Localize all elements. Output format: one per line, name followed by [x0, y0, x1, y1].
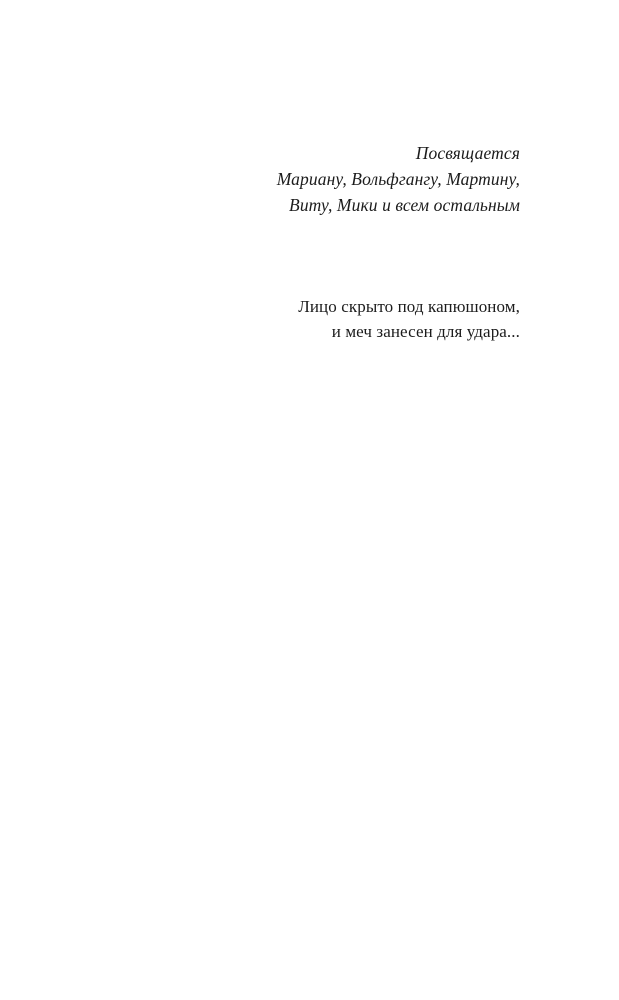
dedication-block: [100, 140, 520, 218]
dedication-line-1: Посвящается: [415, 143, 520, 163]
epigraph-block: [100, 294, 520, 344]
dedication-line-3: Виту, Мики и всем остальным: [289, 195, 520, 215]
epigraph-line-1: Лицо скрыто под капюшоном,: [298, 297, 520, 316]
epigraph-line-2: и меч занесен для удара...: [331, 322, 520, 341]
dedication-line-2: Мариану, Вольфгангу, Мартину,: [276, 169, 520, 189]
